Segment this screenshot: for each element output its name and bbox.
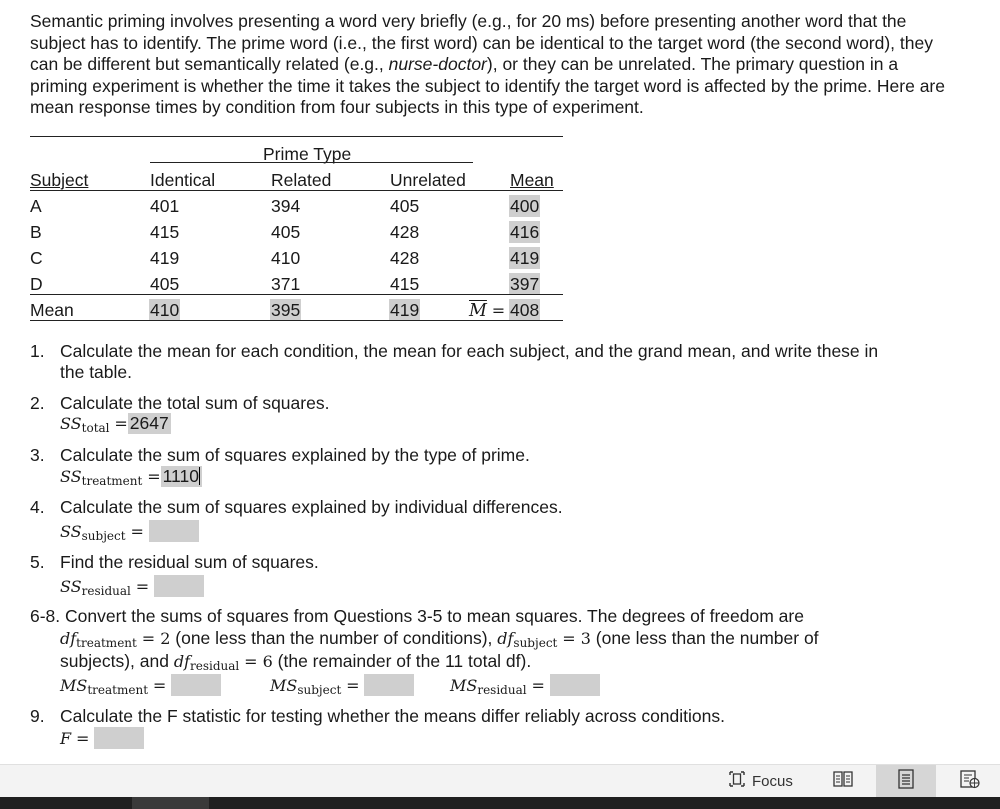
question-6-8-number: 6-8. — [30, 606, 61, 626]
row-c-identical: 419 — [150, 248, 180, 268]
header-unrelated: Unrelated — [390, 170, 466, 190]
row-b-subject: B — [30, 222, 42, 242]
ms-subject-line: $MS_{subject}$ = — [270, 674, 414, 701]
ss-subject-line: $SS_{subject}$ = — [60, 520, 199, 547]
row-a-related: 394 — [271, 196, 301, 216]
ms-subject-input[interactable] — [364, 674, 414, 696]
mean-identical-input[interactable]: 410 — [150, 300, 180, 320]
mean-row-rule — [30, 294, 563, 295]
grand-mean-symbol: $\overline{M}$ = — [469, 301, 506, 321]
focus-button[interactable] — [727, 770, 793, 792]
row-d-related: 371 — [271, 274, 301, 294]
prime-type-header: Prime Type — [263, 144, 352, 164]
text-cursor — [199, 467, 200, 485]
row-c-unrelated: 428 — [390, 248, 420, 268]
header-mean: Mean — [510, 170, 554, 190]
intro-text-1: Semantic priming involves presenting a word very briefly (e.g., for 20 ms) before presenting another word that the subject has to identify. The prime word (i.e., the first word) can be identical to the target word (the second word), they can be different but semantically related (e.g., — [30, 11, 933, 74]
ss-subject-input[interactable] — [149, 520, 199, 542]
print-layout-button[interactable] — [876, 765, 936, 798]
intro-paragraph — [30, 11, 950, 119]
read-mode-icon — [832, 769, 854, 794]
mean-row-label: Mean — [30, 300, 74, 320]
question-5-text: Find the residual sum of squares. — [60, 552, 319, 572]
row-c-mean-input[interactable]: 419 — [510, 248, 540, 268]
f-statistic-line: F = — [60, 727, 144, 749]
question-4-number: 4. — [30, 497, 45, 517]
focus-label: Focus — [752, 772, 793, 790]
question-1-text: Calculate the mean for each condition, the mean for each subject, and the grand mean, and write these in — [60, 341, 879, 361]
ms-residual-line: $MS_{residual}$ = — [450, 674, 600, 701]
header-identical: Identical — [150, 170, 216, 190]
row-d-unrelated: 415 — [390, 274, 420, 294]
taskbar-active-app[interactable] — [132, 797, 209, 809]
question-5-number: 5. — [30, 552, 45, 572]
ss-treatment-line: $SS_{treatment} = 1110$ — [60, 466, 202, 492]
taskbar — [0, 797, 1000, 809]
grand-mean-input[interactable]: 408 — [510, 300, 540, 320]
read-mode-button[interactable] — [831, 769, 855, 793]
header-rule — [30, 190, 563, 191]
question-4-text: Calculate the sum of squares explained by individual differences. — [60, 497, 563, 517]
ms-treatment-input[interactable] — [171, 674, 221, 696]
row-d-subject: D — [30, 274, 43, 294]
question-2-text: Calculate the total sum of squares. — [60, 393, 330, 413]
intro-text-2: ), or they can be unrelated. The primary question in a priming experiment is whether the time it takes the subject to identify the target word is affected by the prime. Here are mean response times by condition from four subjects in this type of experiment. — [30, 54, 945, 117]
prime-type-rule — [150, 162, 473, 163]
row-a-subject: A — [30, 196, 42, 216]
question-3-number: 3. — [30, 445, 45, 465]
table-top-rule — [30, 136, 563, 137]
header-related: Related — [271, 170, 332, 190]
ms-treatment-line: $MS_{treatment}$ = — [60, 674, 221, 701]
row-a-unrelated: 405 — [390, 196, 420, 216]
row-b-mean-input[interactable]: 416 — [510, 222, 540, 242]
question-3-text: Calculate the sum of squares explained by the type of prime. — [60, 445, 530, 465]
table-bottom-rule — [30, 320, 563, 321]
ss-treatment-input[interactable]: 1110 — [161, 466, 202, 487]
row-b-unrelated: 428 — [390, 222, 420, 242]
question-1-number: 1. — [30, 341, 45, 361]
row-b-related: 405 — [271, 222, 301, 242]
focus-icon — [727, 769, 747, 793]
row-c-subject: C — [30, 248, 43, 268]
row-a-identical: 401 — [150, 196, 180, 216]
ms-residual-input[interactable] — [550, 674, 600, 696]
web-layout-button[interactable] — [958, 769, 982, 793]
row-d-identical: 405 — [150, 274, 180, 294]
question-6-8-line-2: $df_{treatment} = 2$ (one less than the number of conditions), $df_{subject} = 3$ (one less than the number of — [60, 628, 819, 650]
ss-total-line: $SS_{total} = 2647$ — [60, 413, 169, 435]
mean-related-input[interactable]: 395 — [271, 300, 301, 320]
row-c-related: 410 — [271, 248, 301, 268]
question-1-text-2: the table. — [60, 362, 132, 382]
ss-total-input[interactable]: 2647 — [129, 413, 169, 433]
status-bar — [0, 764, 1000, 798]
intro-example: nurse-doctor — [388, 54, 487, 74]
question-6-8-line-1: 6-8. Convert the sums of squares from Questions 3-5 to mean squares. The degrees of freedom are — [30, 606, 804, 626]
row-b-identical: 415 — [150, 222, 180, 242]
print-layout-icon — [896, 768, 916, 795]
question-2-number: 2. — [30, 393, 45, 413]
question-9-number: 9. — [30, 706, 45, 726]
ss-residual-input[interactable] — [154, 575, 204, 597]
question-6-8-line-3: subjects), and $df_{residual} = 6$ (the remainder of the 11 total df). — [60, 651, 532, 673]
f-statistic-input[interactable] — [94, 727, 144, 749]
question-9-text: Calculate the F statistic for testing whether the means differ reliably across conditions. — [60, 706, 725, 726]
row-a-mean-input[interactable]: 400 — [510, 196, 540, 216]
row-d-mean-input[interactable]: 397 — [510, 274, 540, 294]
mean-unrelated-input[interactable]: 419 — [390, 300, 420, 320]
ss-residual-line: $SS_{residual}$ = — [60, 575, 204, 602]
header-subject: Subject — [30, 170, 89, 190]
web-layout-icon — [959, 768, 981, 795]
